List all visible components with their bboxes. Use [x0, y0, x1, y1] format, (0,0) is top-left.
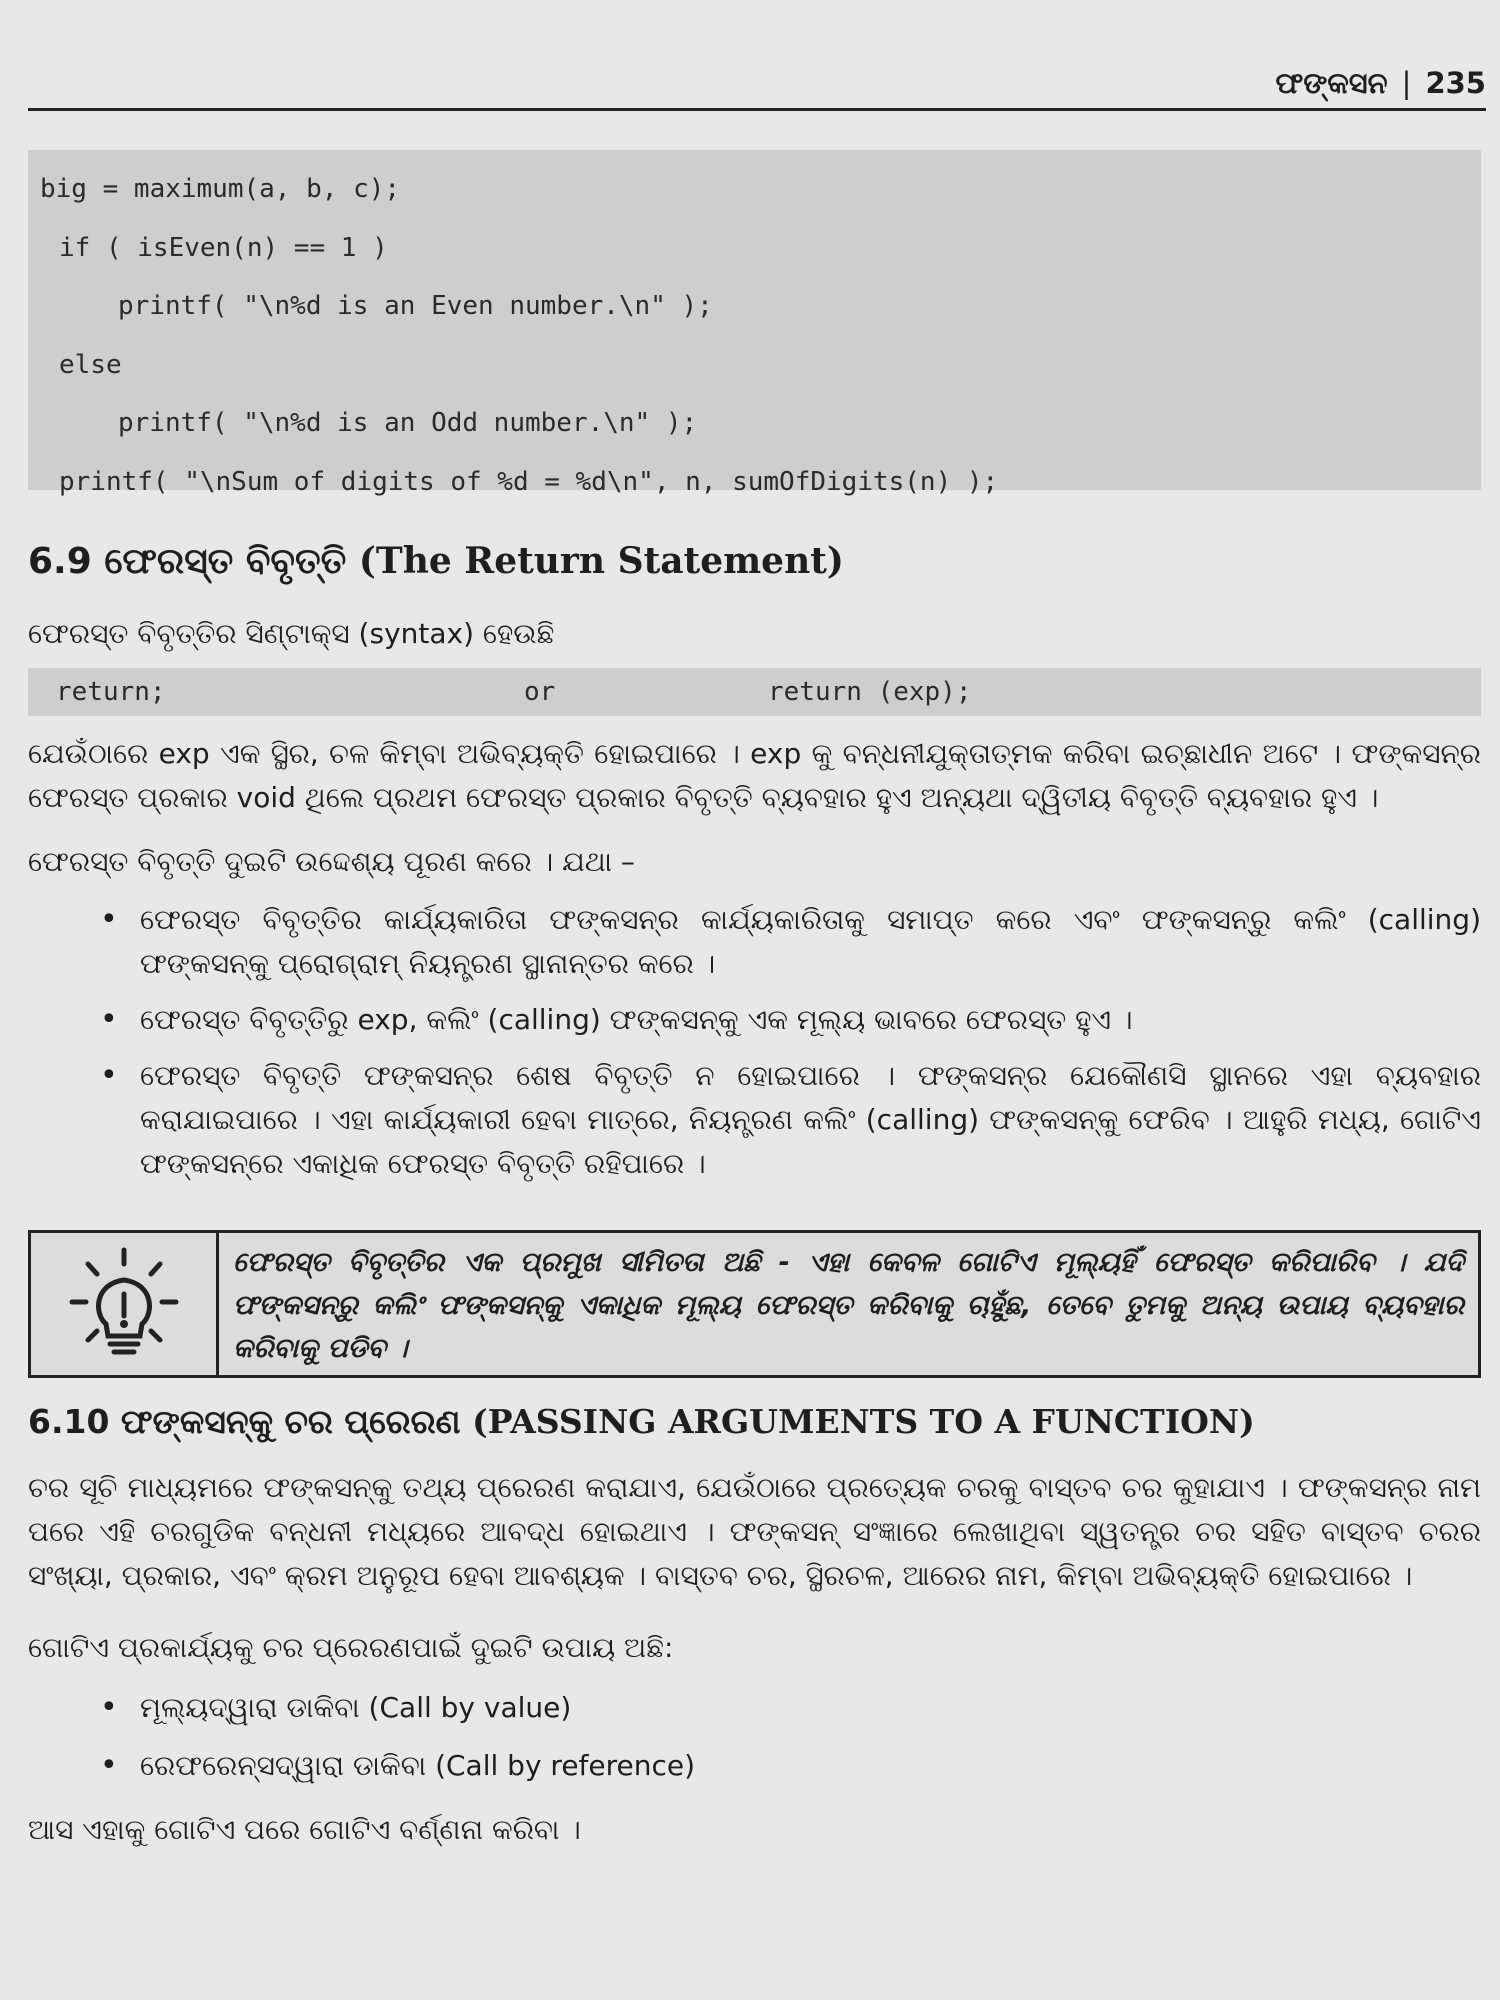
- section-heading-6-10: [28, 1402, 1255, 1442]
- code-line: printf( "\n%d is an Even number.\n" );: [118, 291, 713, 321]
- bullet-icon: •: [100, 902, 118, 937]
- tip-text: ଫେରସ୍ତ ବିବୃତ୍ତିର ଏକ ପ୍ରମୁଖ ସୀମିତତା ଅଛି - ଏହା କେବଳ ଗୋଟିଏ ମୂଲ୍ୟହିଁ ଫେରସ୍ତ କରିପାରିବ । ଯଦି ଫଙ୍କସନ୍‌ରୁ କଲିଂ ଫଙ୍କସନ୍‌କୁ ଏକାଧିକ ମୂଲ୍ୟ ଫେରସ୍ତ କରିବାକୁ ଚାହୁଁଛ, ତେବେ ତୁମକୁ ଅନ୍ୟ ଉପାୟ ବ୍ୟବହାର କରିବାକୁ ପଡିବ ।: [233, 1247, 1464, 1364]
- lightbulb-icon: [64, 1244, 184, 1364]
- code-block-return-syntax: [28, 668, 1481, 716]
- code-line: big = maximum(a, b, c);: [40, 174, 401, 204]
- page-number: 235: [1425, 66, 1486, 100]
- list-item-text: ମୂଲ୍ୟଦ୍ୱାରା ଡାକିବା (Call by value): [140, 1691, 572, 1724]
- section-number: 6.10: [28, 1402, 110, 1441]
- section-title-odia: ଫଙ୍କସନ୍‌କୁ ଚର ପ୍ରେରଣ: [120, 1402, 461, 1441]
- list-item: [100, 1744, 1481, 1788]
- list-item-text: ଫେରସ୍ତ ବିବୃତ୍ତିରୁ exp, କଲିଂ (calling) ଫଙ୍କସନ୍‌କୁ ଏକ ମୂଲ୍ୟ ଭାବରେ ଫେରସ୍ତ ହୁଏ ।: [140, 1003, 1133, 1036]
- syntax-intro: ଫେରସ୍ତ ବିବୃତ୍ତିର ସିଣ୍ଟାକ୍ସ (syntax) ହେଉଛି: [28, 617, 555, 650]
- list-item-text: ଫେରସ୍ତ ବିବୃତ୍ତିର କାର୍ଯ୍ୟକାରିତା ଫଙ୍କସନ୍‌ର କାର୍ଯ୍ୟକାରିତାକୁ ସମାପ୍ତ କରେ ଏବଂ ଫଙ୍କସନ୍‌ରୁ କଲିଂ (calling) ଫଙ୍କସନ୍‌କୁ ପ୍ରୋଗ୍ରାମ୍ ନିୟନ୍ତ୍ରଣ ସ୍ଥାନାନ୍ତର କରେ ।: [140, 903, 1481, 980]
- tip-box: [28, 1230, 1481, 1378]
- running-header: [28, 58, 1486, 111]
- bullet-icon: •: [100, 1748, 118, 1783]
- return-form-2: return (exp);: [768, 677, 972, 707]
- chapter-title: ଫଙ୍କସନ: [1275, 65, 1388, 100]
- syntax-or: or: [524, 677, 556, 707]
- code-block-example: [28, 150, 1481, 497]
- return-form-1: return;: [56, 677, 166, 707]
- paragraph-closing: ଆସ ଏହାକୁ ଗୋଟିଏ ପରେ ଗୋଟିଏ ବର୍ଣ୍ଣନା କରିବା ।: [28, 1813, 581, 1846]
- call-method-list: [100, 1686, 1481, 1788]
- bullet-icon: •: [100, 1058, 118, 1093]
- list-item-text: ଫେରସ୍ତ ବିବୃତ୍ତି ଫଙ୍କସନ୍‌ର ଶେଷ ବିବୃତ୍ତି ନ ହୋଇପାରେ । ଫଙ୍କସନ୍‌ର ଯେକୌଣସି ସ୍ଥାନରେ ଏହା ବ୍ୟବହାର କରାଯାଇପାରେ । ଏହା କାର୍ଯ୍ୟକାରୀ ହେବା ମାତ୍ରେ, ନିୟନ୍ତ୍ରଣ କଲିଂ (calling) ଫଙ୍କସନ୍‌କୁ ଫେରିବ । ଆହୁରି ମଧ୍ୟ, ଗୋଟିଏ ଫଙ୍କସନ୍‌ରେ ଏକାଧିକ ଫେରସ୍ତ ବିବୃତ୍ତି ରହିପାରେ ।: [140, 1059, 1481, 1180]
- list-item: [100, 998, 1481, 1042]
- header-separator: |: [1401, 66, 1412, 100]
- return-purpose-list: [100, 898, 1481, 1186]
- list-item: [100, 898, 1481, 986]
- section-title-odia: ଫେରସ୍ତ ବିବୃତ୍ତି: [104, 541, 347, 582]
- list-item: [100, 1054, 1481, 1186]
- bullet-icon: •: [100, 1690, 118, 1725]
- section-title-english: (The Return Statement): [358, 540, 844, 582]
- paragraph-two-ways: ଗୋଟିଏ ପ୍ରକାର୍ଯ୍ୟକୁ ଚର ପ୍ରେରଣପାଇଁ ଦୁଇଟି ଉପାୟ ଅଛି:: [28, 1631, 674, 1664]
- section-heading-6-9: [28, 540, 844, 583]
- list-item: [100, 1686, 1481, 1730]
- bullet-icon: •: [100, 1002, 118, 1037]
- paragraph-arguments: ଚର ସୂଚି ମାଧ୍ୟମରେ ଫଙ୍କସନ୍‌କୁ ତଥ୍ୟ ପ୍ରେରଣ କରାଯାଏ, ଯେଉଁଠାରେ ପ୍ରତ୍ୟେକ ଚରକୁ ବାସ୍ତବ ଚର କୁହାଯାଏ । ଫଙ୍କସନ୍‌ର ନାମ ପରେ ଏହି ଚରଗୁଡିକ ବନ୍ଧନୀ ମଧ୍ୟରେ ଆବଦ୍ଧ ହୋଇଥାଏ । ଫଙ୍କସନ୍ ସଂଜ୍ଞାରେ ଲେଖାଥିବା ସ୍ୱତନ୍ତ୍ର ଚର ସହିତ ବାସ୍ତବ ଚରର ସଂଖ୍ୟା, ପ୍ରକାର, ଏବଂ କ୍ରମ ଅନୁରୂପ ହେବା ଆବଶ୍ୟକ । ବାସ୍ତବ ଚର, ସ୍ଥିରଚଳ, ଆରେର ନାମ, କିମ୍ବା ଅଭିବ୍ୟକ୍ତି ହୋଇପାରେ ।: [28, 1471, 1481, 1592]
- code-line: printf( "\n%d is an Odd number.\n" );: [118, 408, 698, 438]
- section-title-english: (PASSING ARGUMENTS TO A FUNCTION): [472, 1402, 1255, 1441]
- code-line: if ( isEven(n) == 1 ): [59, 232, 388, 263]
- tip-icon-cell: [31, 1233, 219, 1375]
- code-line: else: [59, 349, 122, 380]
- code-line: printf( "\nSum of digits of %d = %d\n", n, sumOfDigits(n) );: [59, 466, 999, 497]
- list-item-text: ରେଫରେନ୍ସଦ୍ୱାରା ଡାକିବା (Call by reference): [140, 1749, 696, 1782]
- paragraph-purposes: ଫେରସ୍ତ ବିବୃତ୍ତି ଦୁଇଟି ଉଦ୍ଦେଶ୍ୟ ପୂରଣ କରେ । ଯଥା –: [28, 845, 635, 878]
- paragraph-exp: ଯେଉଁଠାରେ exp ଏକ ସ୍ଥିର, ଚଳ କିମ୍ବା ଅଭିବ୍ୟକ୍ତି ହୋଇପାରେ । exp କୁ ବନ୍ଧନୀଯୁକ୍ତାତ୍ମକ କରିବା ଇଚ୍ଛାଧୀନ ଅଟେ । ଫଙ୍କସନ୍‌ର ଫେରସ୍ତ ପ୍ରକାର void ଥିଲେ ପ୍ରଥମ ଫେରସ୍ତ ପ୍ରକାର ବିବୃତ୍ତି ବ୍ୟବହାର ହୁଏ ଅନ୍ୟଥା ଦ୍ୱିତୀୟ ବିବୃତ୍ତି ବ୍ୟବହାର ହୁଏ ।: [28, 737, 1481, 814]
- section-number: 6.9: [28, 541, 92, 582]
